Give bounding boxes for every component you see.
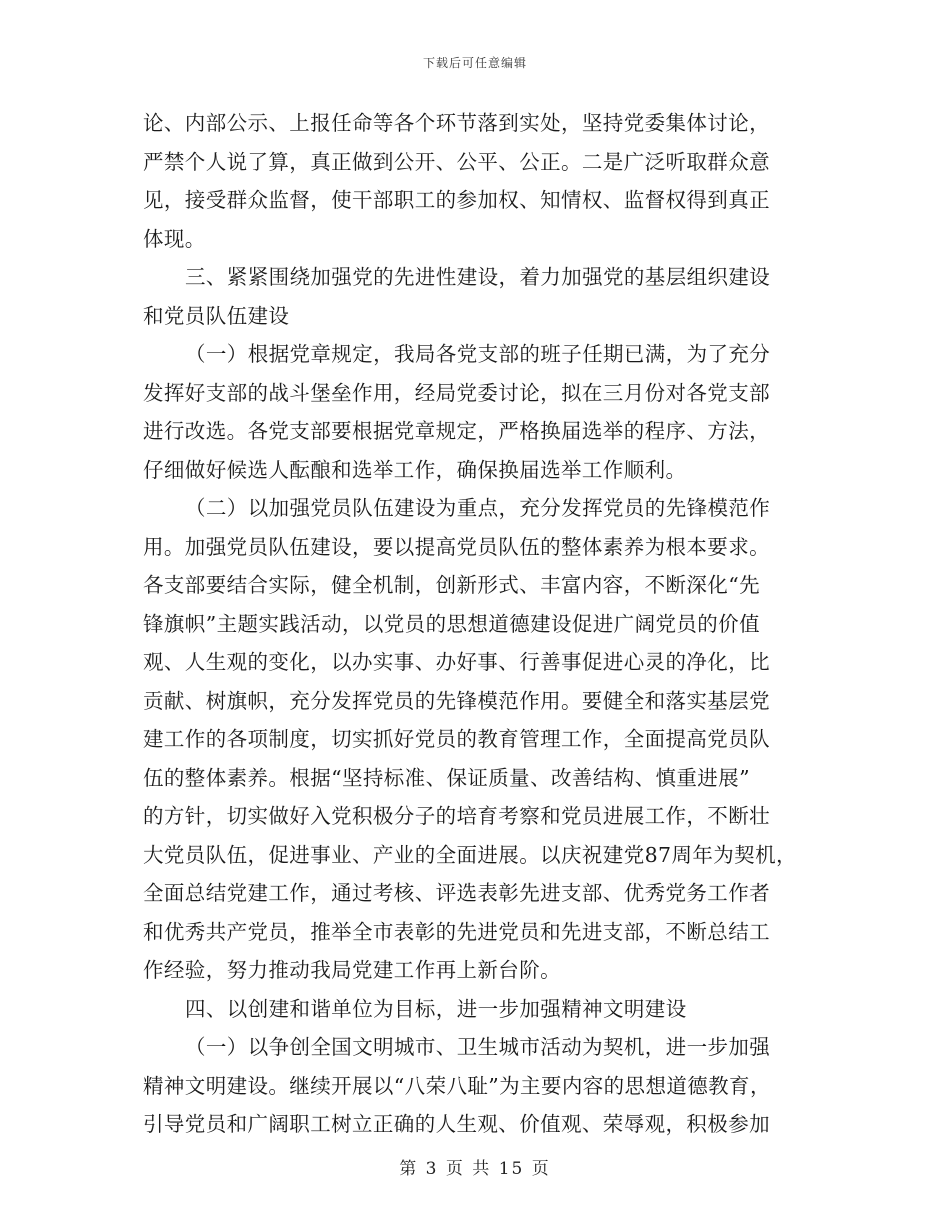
body-text-line: 大党员队伍，促进事业、产业的全面进展。以庆祝建党87周年为契机， <box>143 842 797 867</box>
page-footer: 第 3 页 共 15 页 <box>399 1159 551 1179</box>
body-text-line: 发挥好支部的战斗堡垒作用，经局党委讨论，拟在三月份对各党支部 <box>143 380 770 405</box>
body-text-line: 严禁个人说了算，真正做到公开、公平、公正。二是广泛听取群众意 <box>143 149 770 174</box>
body-text-line: 论、内部公示、上报任命等各个环节落到实处，坚持党委集体讨论， <box>143 111 770 135</box>
body-text-line: 体现。 <box>143 226 206 251</box>
body-text-line: 四、以创建和谐单位为目标，进一步加强精神文明建设 <box>185 996 687 1021</box>
body-text-line: 作经验，努力推动我局党建工作再上新台阶。 <box>143 958 561 982</box>
body-text-line: 引导党员和广阔职工树立正确的人生观、价值观、荣辱观，积极参加 <box>143 1112 770 1136</box>
page-header: 下载后可任意编辑 <box>422 56 527 70</box>
body-text-line: 仔细做好候选人酝酿和选举工作，确保换届选举工作顺利。 <box>143 457 687 482</box>
body-text-line: 精神文明建设。继续开展以“八荣八耻”为主要内容的思想道德教育， <box>143 1073 771 1098</box>
body-text-line: 进行改选。各党支部要根据党章规定，严格换届选举的程序、方法， <box>143 419 770 443</box>
body-text-line: 和党员队伍建设 <box>143 303 290 328</box>
body-text-line: （二）以加强党员队伍建设为重点，充分发挥党员的先锋模范作 <box>185 496 771 520</box>
body-text-line: 见，接受群众监督，使干部职工的参加权、知情权、监督权得到真正 <box>143 188 770 212</box>
body-text-line: 伍的整体素养。根据“坚持标准、保证质量、改善结构、慎重进展” <box>143 765 750 790</box>
body-text-line: 的方针，切实做好入党积极分子的培育考察和党员进展工作，不断壮 <box>143 804 770 828</box>
body-text-line: 贡献、树旗帜，充分发挥党员的先锋模范作用。要健全和落实基层党 <box>143 688 770 713</box>
body-text-line: 用。加强党员队伍建设，要以提高党员队伍的整体素养为根本要求。 <box>143 534 770 559</box>
document-body <box>143 104 818 1144</box>
body-text-line: 锋旗帜”主题实践活动，以党员的思想道德建设促进广阔党员的价值 <box>143 611 760 636</box>
body-text-line: 全面总结党建工作，通过考核、评选表彰先进支部、优秀党务工作者 <box>143 881 770 905</box>
body-text-line: 三、紧紧围绕加强党的先进性建设，着力加强党的基层组织建设 <box>185 265 771 289</box>
body-text-line: 建工作的各项制度，切实抓好党员的教育管理工作，全面提高党员队 <box>143 727 770 751</box>
body-text-line: 和优秀共产党员，推举全市表彰的先进党员和先进支部，不断总结工 <box>143 919 770 944</box>
body-text-line: （一）根据党章规定，我局各党支部的班子任期已满，为了充分 <box>185 342 771 366</box>
body-text-line: 观、人生观的变化，以办实事、办好事、行善事促进心灵的净化，比 <box>143 650 770 674</box>
body-text-line: （一）以争创全国文明城市、卫生城市活动为契机，进一步加强 <box>185 1035 771 1059</box>
body-text-line: 各支部要结合实际，健全机制，创新形式、丰富内容，不断深化“先 <box>143 573 760 597</box>
